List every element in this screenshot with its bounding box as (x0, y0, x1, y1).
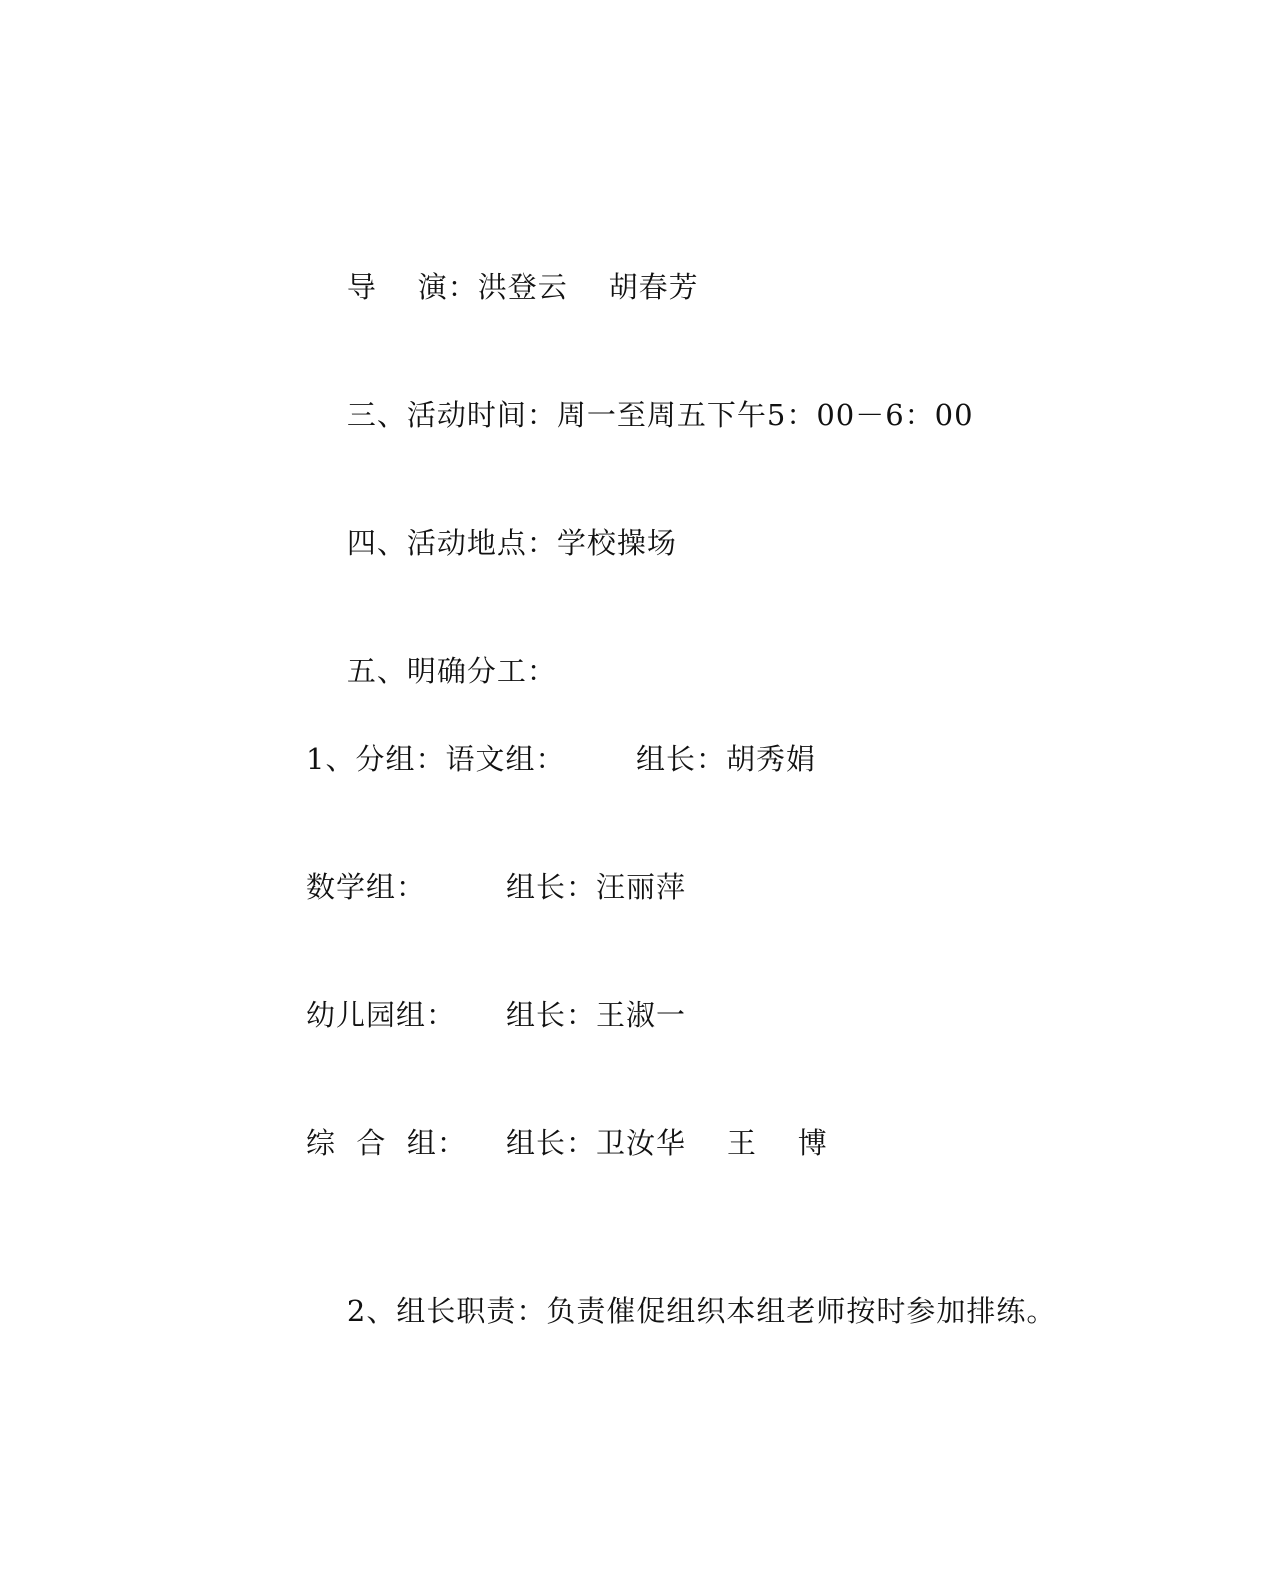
activity-time-line (306, 355, 974, 475)
kindergarten-group-label: 幼儿园组： (306, 998, 457, 1032)
general-group-line (306, 1123, 866, 1163)
chinese-group-leader: 组长：胡秀娟 (636, 742, 817, 776)
kindergarten-group-line (306, 995, 866, 1035)
leader-duty-line (306, 1251, 1056, 1371)
activity-time-text: 三、活动时间：周一至周五下午5：00－6：00 (346, 398, 974, 432)
math-group-line (306, 867, 866, 907)
kindergarten-group-leader: 组长：王淑一 (506, 998, 687, 1032)
general-group-leader: 组长：卫汝华 王 博 (506, 1126, 828, 1160)
activity-location-text: 四、活动地点：学校操场 (346, 526, 677, 560)
general-group-label: 综 合 组： (306, 1126, 467, 1160)
director-text: 导 演：洪登云 胡春芳 (346, 270, 699, 304)
chinese-group-line (306, 739, 866, 779)
division-heading-text: 五、明确分工： (346, 654, 557, 688)
chinese-group-label: 1、分组：语文组： (306, 742, 566, 776)
leader-duty-text: 2、组长职责：负责催促组织本组老师按时参加排练。 (346, 1294, 1057, 1328)
activity-location-line (306, 483, 677, 603)
director-line (306, 227, 699, 347)
division-heading-line (306, 611, 557, 731)
math-group-leader: 组长：汪丽萍 (506, 870, 687, 904)
math-group-label: 数学组： (306, 870, 427, 904)
